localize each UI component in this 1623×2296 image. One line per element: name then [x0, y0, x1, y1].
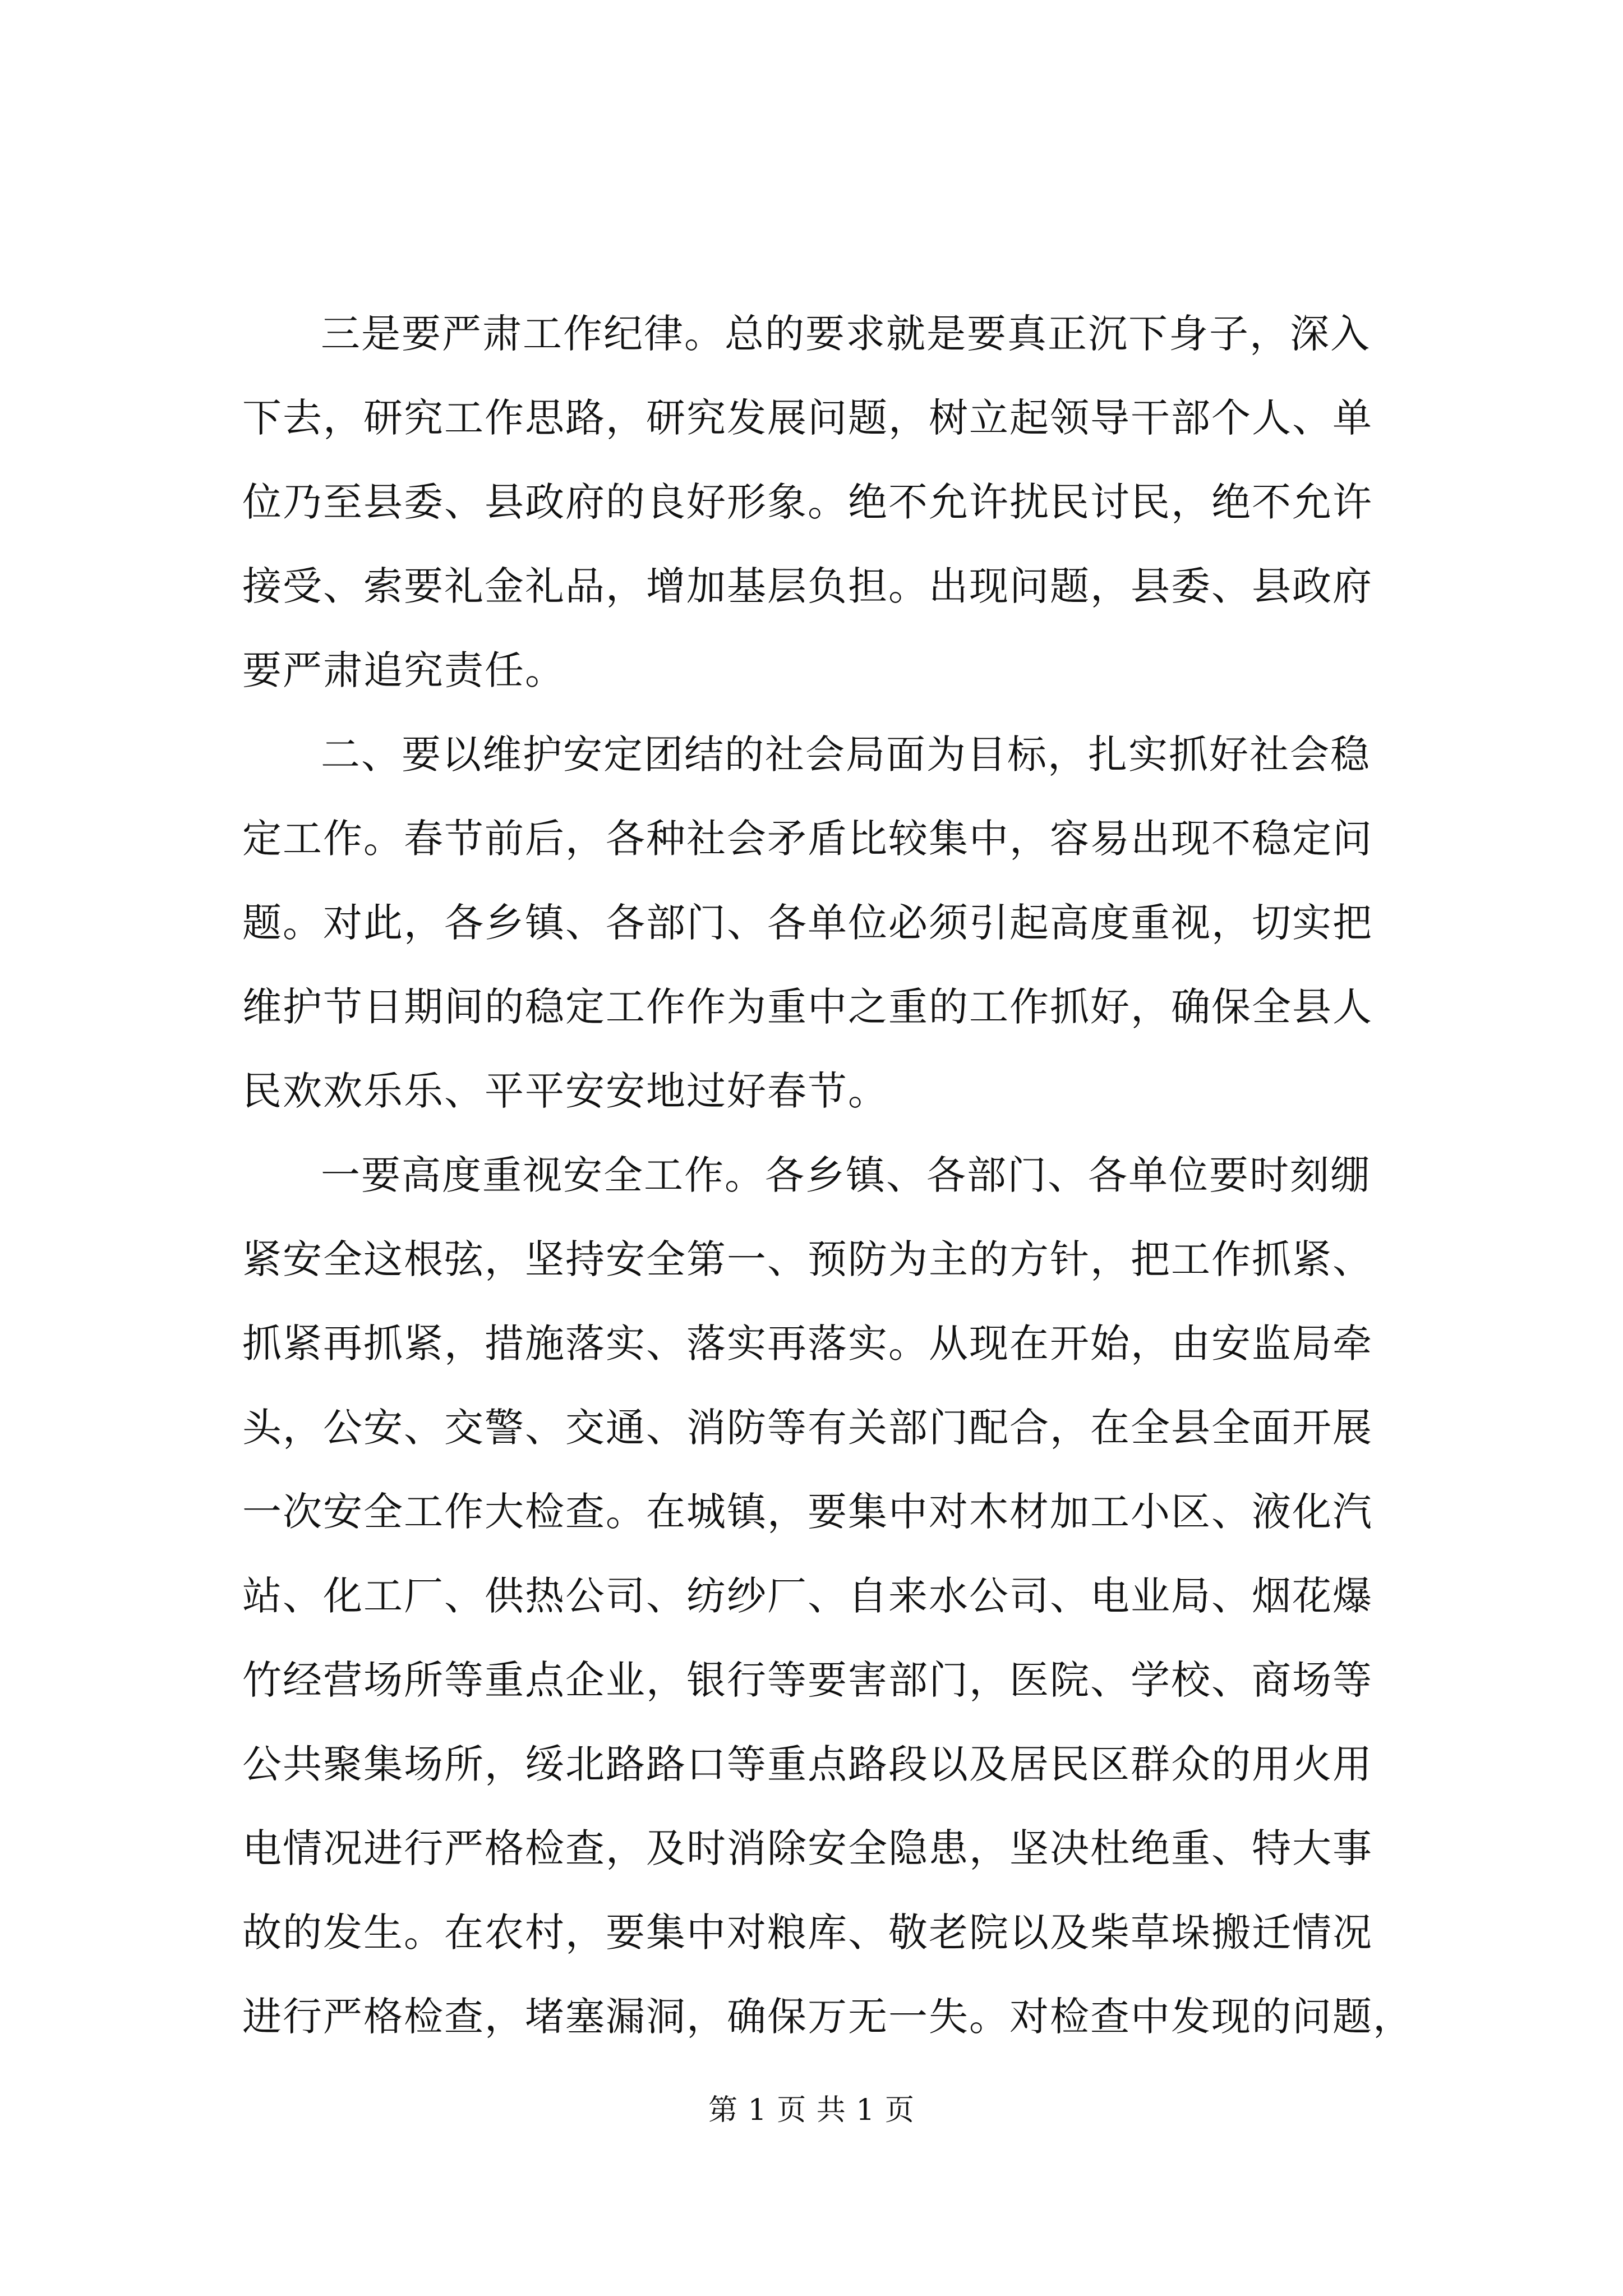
page-number-label: 第 1 页 共 1 页 — [708, 2093, 915, 2127]
paragraph-line: 位乃至县委、县政府的良好形象。绝不允许扰民讨民，绝不允许 — [242, 479, 1373, 525]
paragraph-line: 头，公安、交警、交通、消防等有关部门配合，在全县全面开展 — [242, 1405, 1373, 1451]
paragraph-safety-work — [242, 1133, 1442, 2059]
paragraph-line: 公共聚集场所，绥北路路口等重点路段以及居民区群众的用火用 — [242, 1741, 1373, 1787]
paragraph-line: 三是要严肃工作纪律。总的要求就是要真正沉下身子，深入 — [321, 311, 1371, 357]
paragraph-line: 进行严格检查，堵塞漏洞，确保万无一失。对检查中发现的问题， — [242, 1994, 1413, 2040]
paragraph-line: 紧安全这根弦，坚持安全第一、预防为主的方针，把工作抓紧、 — [242, 1236, 1373, 1282]
paragraph-line: 电情况进行严格检查，及时消除安全隐患，坚决杜绝重、特大事 — [242, 1825, 1373, 1871]
paragraph-line: 民欢欢乐乐、平平安安地过好春节。 — [242, 1068, 888, 1114]
paragraph-line: 要严肃追究责任。 — [242, 647, 565, 693]
paragraph-line: 站、化工厂、供热公司、纺纱厂、自来水公司、电业局、烟花爆 — [242, 1573, 1373, 1619]
paragraph-line: 接受、索要礼金礼品，增加基层负担。出现问题，县委、县政府 — [242, 563, 1373, 609]
page-footer — [0, 2088, 1623, 2133]
paragraph-social-stability — [242, 712, 1442, 1133]
paragraph-line: 题。对此，各乡镇、各部门、各单位必须引起高度重视，切实把 — [242, 900, 1373, 946]
paragraph-line: 竹经营场所等重点企业，银行等要害部门，医院、学校、商场等 — [242, 1657, 1373, 1703]
document-body — [242, 292, 1442, 2059]
paragraph-line: 二、要以维护安定团结的社会局面为目标，扎实抓好社会稳 — [321, 731, 1371, 777]
paragraph-line: 故的发生。在农村，要集中对粮库、敬老院以及柴草垛搬迁情况 — [242, 1910, 1373, 1955]
paragraph-line: 一次安全工作大检查。在城镇，要集中对木材加工小区、液化汽 — [242, 1489, 1373, 1535]
paragraph-line: 抓紧再抓紧，措施落实、落实再落实。从现在开始，由安监局牵 — [242, 1320, 1373, 1366]
paragraph-line: 定工作。春节前后，各种社会矛盾比较集中，容易出现不稳定问 — [242, 816, 1373, 862]
paragraph-work-discipline — [242, 292, 1442, 712]
paragraph-line: 维护节日期间的稳定工作作为重中之重的工作抓好，确保全县人 — [242, 984, 1373, 1030]
paragraph-line: 一要高度重视安全工作。各乡镇、各部门、各单位要时刻绷 — [321, 1152, 1371, 1198]
paragraph-line: 下去，研究工作思路，研究发展问题，树立起领导干部个人、单 — [242, 395, 1373, 441]
